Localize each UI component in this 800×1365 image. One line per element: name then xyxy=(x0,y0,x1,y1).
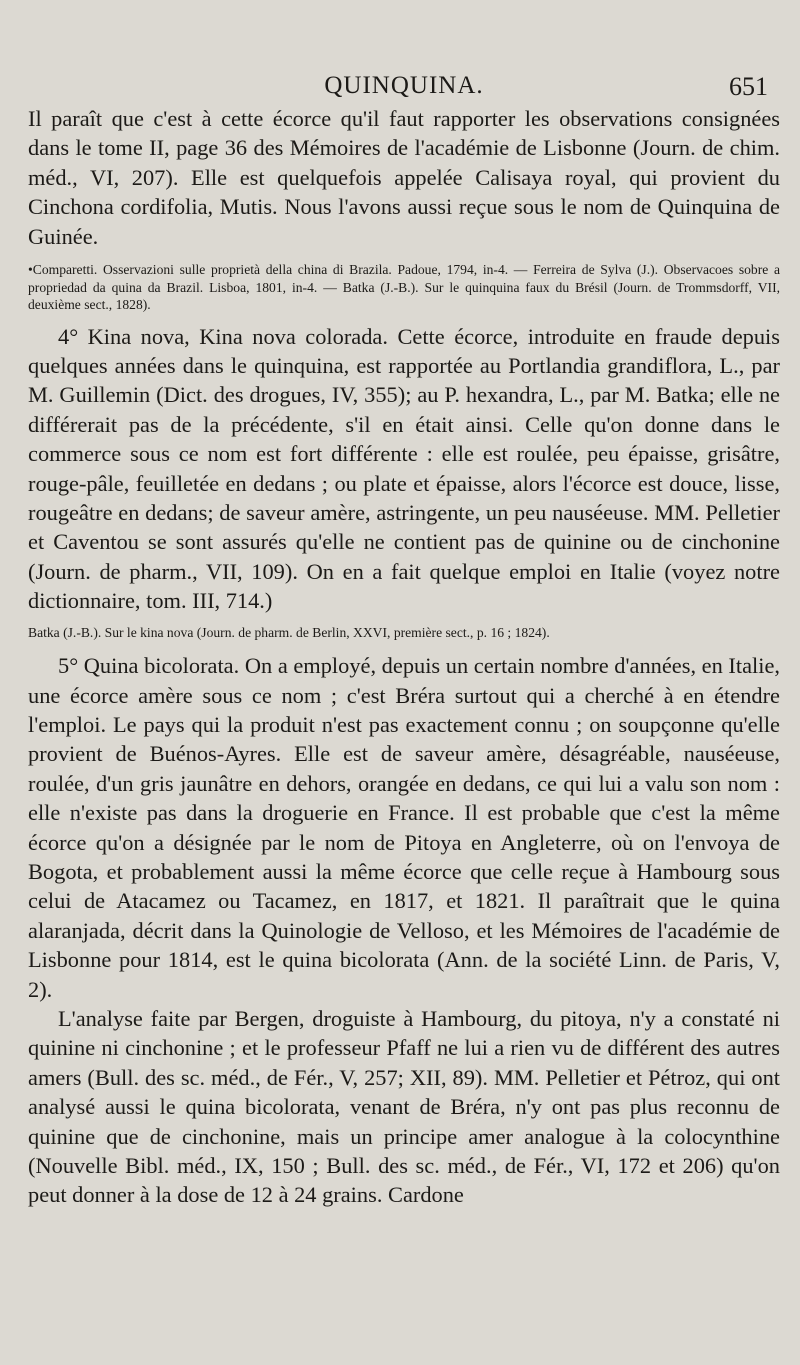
footnote-references-brazil: •Comparetti. Osservazioni sulle proprietà della china di Brazila. Padoue, 1794, in-4. — Ferreira de Sylva (J.). Observacoes sobre a propriedad da quina da Brazil. Lisboa, 1801, in-4. — Batka (J.-B.). Sur le quinquina faux du Brésil (Journ. de Trommsdorff, VII, deuxième sect., 1828). xyxy=(28,262,780,313)
footnote-batka-kina-nova: Batka (J.-B.). Sur le kina nova (Journ. de pharm. de Berlin, XXVI, première sect., p. 16 ; 1824). xyxy=(28,624,550,640)
page-body xyxy=(28,104,780,1210)
paragraph-analyse-pitoya: L'analyse faite par Bergen, droguiste à Hambourg, du pitoya, n'y a constaté ni quinine ni cinchonine ; et le professeur Pfaff ne lui a rien vu de différent des autres amers (Bull. des sc. méd., de Fér., V, 257; XII, 89). MM. Pelletier et Pétroz, qui ont analysé aussi le quina bicolorata, venant de Bréra, n'y ont pas plus reconnu de quinine que de cinchonine, mais un principe amer analogue à la colocynthine (Nouvelle Bibl. méd., IX, 150 ; Bull. des sc. méd., de Fér., VI, 172 et 206) qu'on peut donner à la dose de 12 à 24 grains. Cardone xyxy=(28,1005,780,1208)
paragraph-calisaya: Il paraît que c'est à cette écorce qu'il faut rapporter les observations consignées dans le tome II, page 36 des Mémoires de l'académie de Lisbonne (Journ. de chim. méd., VI, 207). Elle est quelquefois appelée Calisaya royal, qui provient du Cinchona cordifolia, Mutis. Nous l'avons aussi reçue sous le nom de Quinquina de Guinée. xyxy=(28,106,780,249)
paragraph-kina-nova: 4° Kina nova, Kina nova colorada. Cette écorce, introduite en fraude depuis quelques années dans le quinquina, est rapportée au Portlandia grandiflora, L., par M. Guillemin (Dict. des drogues, IV, 355); au P. hexandra, L., par M. Batka; elle ne différerait pas de la précédente, s'il en était ainsi. Celle qu'on donne dans le commerce sous ce nom est fort différente : elle est roulée, peu épaisse, grisâtre, rouge-pâle, feuilletée en dedans ; ou plate et épaisse, alors l'écorce est douce, lisse, rougeâtre en dedans; de saveur amère, astringente, un peu nauséeuse. MM. Pelletier et Caventou se sont assurés qu'elle ne contient pas de quinine ou de cinchonine (Journ. de pharm., VII, 109). On en a fait quelque emploi en Italie (voyez notre dictionnaire, tom. III, 714.) xyxy=(28,323,780,614)
page-header xyxy=(28,72,780,104)
running-title: QUINQUINA. xyxy=(324,72,484,99)
paragraph-quina-bicolorata: 5° Quina bicolorata. On a employé, depuis un certain nombre d'années, en Italie, une écorce amère sous ce nom ; c'est Bréra surtout qui a cherché à en étendre l'emploi. Le pays qui la produit n'est pas exactement connu ; on soupçonne qu'elle provient de Buénos-Ayres. Elle est de saveur amère, désagréable, nauséeuse, roulée, d'un gris jaunâtre en dehors, orangée en dedans, ce qui lui a valu son nom : elle n'existe pas dans la droguerie en France. Il est probable que c'est la même écorce qu'on a désignée par le nom de Pitoya en Angleterre, où on l'envoya de Bogota, et probablement aussi la même écorce que celle reçue à Hambourg sous celui de Atacamez ou Tacamez, en 1817, et 1821. Il paraîtrait que le quina alaranjada, décrit dans la Quinologie de Velloso, et les Mémoires de l'académie de Lisbonne pour 1814, est le quina bicolorata (Ann. de la société Linn. de Paris, V, 2). xyxy=(28,653,780,1002)
page-number: 651 xyxy=(729,72,768,101)
